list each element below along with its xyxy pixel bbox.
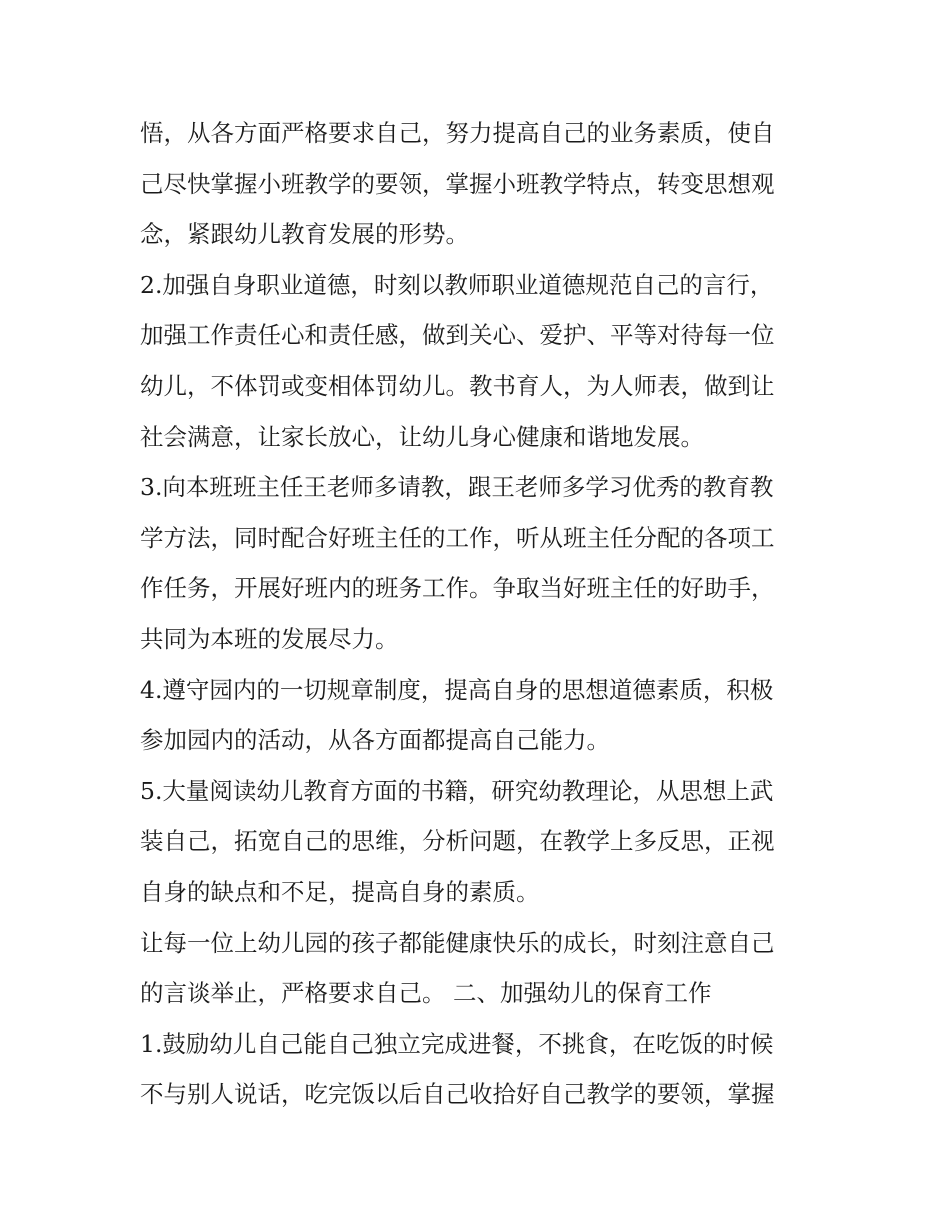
text-line: 加强工作责任心和责任感，做到关心、爱护、平等对待每一位	[140, 321, 775, 350]
text-line: 装自己，拓宽自己的思维，分析问题，在教学上多反思，正视	[140, 827, 775, 856]
text-line: 1.鼓励幼儿自己能自己独立完成进餐，不挑食，在吃饭的时候	[140, 1029, 774, 1058]
text-line: 参加园内的活动，从各方面都提高自己能力。	[140, 726, 610, 755]
text-line: 让每一位上幼儿园的孩子都能健康快乐的成长，时刻注意自己	[140, 928, 775, 957]
text-line: 学方法，同时配合好班主任的工作，听从班主任分配的各项工	[140, 523, 775, 552]
text-line: 己尽快掌握小班教学的要领，掌握小班教学特点，转变思想观	[140, 169, 775, 198]
text-line: 作任务，开展好班内的班务工作。争取当好班主任的好助手，	[140, 574, 775, 603]
text-line: 幼儿，不体罚或变相体罚幼儿。教书育人，为人师表，做到让	[140, 371, 775, 400]
text-line: 念，紧跟幼儿教育发展的形势。	[140, 220, 469, 249]
text-line: 共同为本班的发展尽力。	[140, 624, 399, 653]
text-line: 自身的缺点和不足，提高自身的素质。	[140, 877, 540, 906]
text-line: 的言谈举止，严格要求自己。 二、加强幼儿的保育工作	[140, 979, 712, 1008]
text-line: 悟，从各方面严格要求自己，努力提高自己的业务素质，使自	[140, 119, 775, 147]
body-text	[140, 108, 830, 1120]
text-line: 5.大量阅读幼儿教育方面的书籍，研究幼教理论，从思想上武	[140, 776, 774, 805]
text-line: 社会满意，让家长放心，让幼儿身心健康和谐地发展。	[140, 422, 704, 451]
text-line: 4.遵守园内的一切规章制度，提高自身的思想道德素质，积极	[140, 675, 774, 704]
text-line: 3.向本班班主任王老师多请教，跟王老师多学习优秀的教育教	[140, 473, 774, 502]
text-line: 2.加强自身职业道德，时刻以教师职业道德规范自己的言行，	[140, 270, 774, 299]
text-line: 不与别人说话，吃完饭以后自己收拾好自己教学的要领，掌握	[140, 1080, 775, 1109]
